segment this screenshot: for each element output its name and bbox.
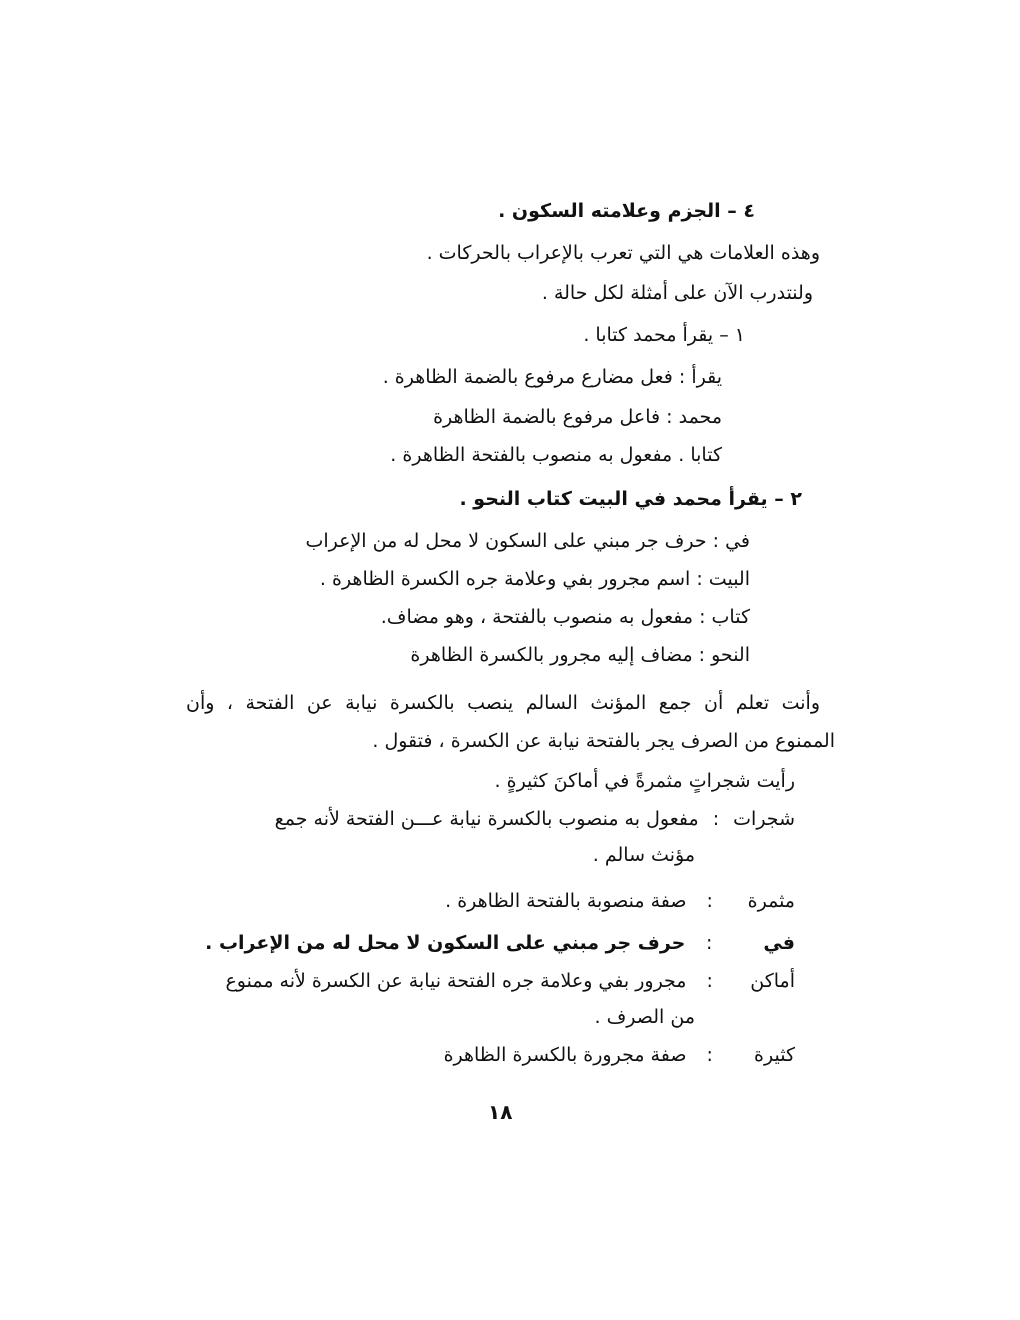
page-number: ١٨ xyxy=(488,1100,513,1124)
analysis-colon: : xyxy=(706,1044,713,1066)
example-1-analysis-line: محمد : فاعل مرفوع بالضمة الظاهرة xyxy=(433,406,722,428)
rule-paragraph-line-2: الممنوع من الصرف يجر بالفتحة نيابة عن الكسرة ، فتقول . xyxy=(372,730,835,752)
example-3-analysis-row xyxy=(225,968,795,994)
analysis-text: صفة منصوبة بالفتحة الظاهرة . xyxy=(445,890,687,912)
analysis-word: أماكن xyxy=(750,970,795,992)
example-2-sentence: ٢ – يقرأ محمد في البيت كتاب النحو . xyxy=(459,488,802,510)
example-2-analysis-line: كتاب : مفعول به منصوب بالفتحة ، وهو مضاف. xyxy=(380,606,750,628)
example-3-analysis-row xyxy=(445,888,795,914)
example-3-sentence: رأيت شجراتٍ مثمرةً في أماكنَ كثيرةٍ . xyxy=(494,770,795,792)
analysis-text: صفة مجرورة بالكسرة الظاهرة xyxy=(443,1044,687,1066)
summary-line: وهذه العلامات هي التي تعرب بالإعراب بالحركات . xyxy=(426,242,820,264)
analysis-colon: : xyxy=(712,808,720,830)
example-1-analysis-line: يقرأ : فعل مضارع مرفوع بالضمة الظاهرة . xyxy=(382,366,722,388)
analysis-text: حرف جر مبني على السكون لا محل له من الإعراب . xyxy=(205,932,686,954)
example-1-sentence: ١ – يقرأ محمد كتابا . xyxy=(583,324,745,346)
example-2-analysis-line: البيت : اسم مجرور بفي وعلامة جره الكسرة الظاهرة . xyxy=(319,568,750,590)
analysis-text-continuation: من الصرف . xyxy=(594,1006,695,1028)
analysis-text: مفعول به منصوب بالكسرة نيابة عـــن الفتحة لأنه جمع xyxy=(274,808,699,830)
analysis-colon: : xyxy=(706,970,713,992)
rule-paragraph-line-1: وأنت تعلم أن جمع المؤنث السالم ينصب بالكسرة نيابة عن الفتحة ، وأن xyxy=(186,692,820,714)
analysis-text: مجرور بفي وعلامة جره الفتحة نيابة عن الكسرة لأنه ممنوع xyxy=(225,970,687,992)
example-3-analysis-row xyxy=(205,930,795,956)
item-4-heading: ٤ – الجزم وعلامته السكون . xyxy=(498,200,755,222)
analysis-colon: : xyxy=(706,890,713,912)
analysis-colon: : xyxy=(705,932,713,954)
example-1-analysis-line: كتابا . مفعول به منصوب بالفتحة الظاهرة . xyxy=(390,444,722,466)
example-2-analysis-line: في : حرف جر مبني على السكون لا محل له من الإعراب xyxy=(305,530,750,552)
analysis-word: في xyxy=(763,932,795,954)
example-3-analysis-row xyxy=(444,1042,795,1068)
analysis-word: كثيرة xyxy=(754,1044,795,1066)
analysis-word: شجرات xyxy=(733,808,795,830)
example-2-analysis-line: النحو : مضاف إليه مجرور بالكسرة الظاهرة xyxy=(410,644,750,666)
analysis-word: مثمرة xyxy=(747,890,795,912)
practice-line: ولنتدرب الآن على أمثلة لكل حالة . xyxy=(541,282,813,304)
example-3-analysis-row xyxy=(275,806,795,832)
analysis-text-continuation: مؤنث سالم . xyxy=(592,844,695,866)
